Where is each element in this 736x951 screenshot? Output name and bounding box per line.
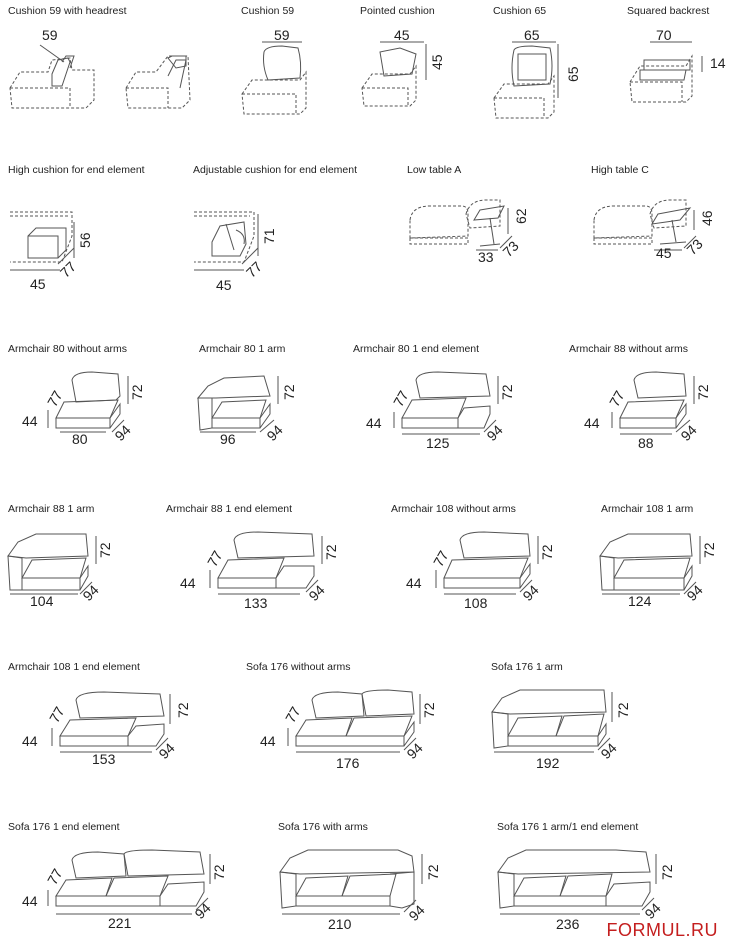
item-title: High table C [591, 164, 649, 176]
item-title: Armchair 108 1 arm [601, 503, 694, 515]
cushion-59-drawing [242, 42, 306, 114]
dimension-label: 94 [305, 581, 328, 605]
high-table-c-drawing [594, 200, 696, 250]
dimension-label: 94 [155, 739, 178, 763]
dimension-label: 44 [22, 413, 38, 429]
pointed-cushion-drawing [362, 42, 426, 106]
cushion-65-drawing [494, 42, 558, 118]
adjustable-cushion-drawing [194, 212, 258, 270]
dimension-label: 88 [638, 435, 654, 451]
dimension-label: 72 [323, 544, 339, 560]
dimension-label: 96 [220, 431, 236, 447]
dimension-label: 72 [539, 544, 555, 560]
dimension-label: 153 [92, 751, 116, 767]
dimension-label: 94 [405, 901, 428, 925]
item-title: Armchair 80 1 arm [199, 343, 286, 355]
dimension-label: 71 [261, 228, 277, 244]
dimension-label: 72 [695, 384, 711, 400]
armchair-108-1-end-element-drawing [52, 692, 170, 752]
dimension-label: 236 [556, 916, 580, 932]
item-title: High cushion for end element [8, 164, 145, 176]
dimension-label: 94 [597, 739, 620, 763]
dimension-label: 72 [175, 702, 191, 718]
armchair-88-without-arms-drawing [612, 372, 694, 434]
dimension-label: 94 [111, 421, 134, 445]
item-title: Low table A [407, 164, 462, 176]
item-title: Sofa 176 with arms [278, 821, 368, 833]
dimension-label: 72 [211, 864, 227, 880]
dimension-label: 72 [615, 702, 631, 718]
dimension-label: 72 [281, 384, 297, 400]
dimension-label: 94 [677, 421, 700, 445]
dimension-label: 176 [336, 755, 360, 771]
armchair-88-1-arm-drawing [8, 534, 96, 594]
dimension-label: 33 [478, 249, 494, 265]
dimension-label: 77 [56, 258, 80, 281]
item-title: Armchair 80 without arms [8, 343, 128, 355]
dimension-label: 125 [426, 435, 450, 451]
dimension-label: 72 [421, 702, 437, 718]
dimension-label: 72 [659, 864, 675, 880]
dimension-label: 45 [656, 245, 672, 261]
dimension-label: 44 [22, 893, 38, 909]
dimension-label: 94 [683, 581, 706, 605]
dimension-label: 73 [683, 235, 706, 259]
dimension-label: 124 [628, 593, 652, 609]
item-title: Squared backrest [627, 5, 710, 17]
dimension-label: 108 [464, 595, 488, 611]
dimension-label: 45 [30, 276, 46, 292]
dimension-label: 77 [281, 703, 304, 726]
item-title: Armchair 80 1 end element [353, 343, 480, 355]
dimension-label: 77 [45, 703, 68, 726]
dimension-label: 44 [22, 733, 38, 749]
dimension-label: 70 [656, 27, 672, 43]
armchair-108-1-arm-drawing [600, 534, 700, 594]
squared-backrest-drawing [630, 42, 702, 102]
dimension-label: 94 [79, 581, 102, 605]
dimension-label: 72 [97, 542, 113, 558]
armchair-88-1-end-element-drawing [210, 532, 322, 594]
dimension-label: 59 [42, 27, 58, 43]
item-title: Armchair 88 1 arm [8, 503, 95, 515]
dimension-label: 45 [429, 54, 445, 70]
dimension-label: 94 [641, 899, 664, 923]
dimension-label: 59 [274, 27, 290, 43]
armchair-108-without-arms-drawing [436, 532, 538, 594]
dimension-label: 77 [43, 387, 66, 410]
dimension-label: 77 [605, 387, 628, 410]
item-title: Pointed cushion [360, 5, 435, 17]
dimension-label: 104 [30, 593, 54, 609]
dimension-label: 62 [513, 208, 529, 224]
dimension-label: 46 [699, 210, 715, 226]
dimension-label: 73 [499, 237, 522, 261]
dimension-label: 133 [244, 595, 268, 611]
dimension-label: 44 [406, 575, 422, 591]
watermark: FORMUL.RU [606, 920, 718, 940]
dimension-label: 65 [524, 27, 540, 43]
item-title: Sofa 176 1 arm/1 end element [497, 821, 639, 833]
dimension-label: 77 [203, 547, 226, 570]
dimension-label: 94 [191, 899, 214, 923]
sofa-176-1-arm-drawing [492, 690, 612, 752]
item-title: Cushion 59 with headrest [8, 5, 127, 17]
dimension-label: 77 [429, 547, 452, 570]
dimension-label: 221 [108, 915, 132, 931]
dimension-label: 94 [483, 421, 506, 445]
dimension-label: 14 [710, 55, 726, 71]
dimension-label: 77 [389, 387, 412, 410]
sofa-176-with-arms-drawing [280, 850, 422, 914]
armchair-80-1-arm-drawing [198, 376, 278, 432]
low-table-a-drawing [410, 200, 512, 250]
dimension-label: 72 [499, 384, 515, 400]
dimension-label: 77 [43, 865, 66, 888]
item-title: Armchair 88 without arms [569, 343, 689, 355]
dimension-label: 45 [394, 27, 410, 43]
item-title: Armchair 108 1 end element [8, 661, 140, 673]
dimension-label: 210 [328, 916, 352, 932]
dimension-label: 44 [366, 415, 382, 431]
dimension-label: 94 [403, 739, 426, 763]
dimension-label: 94 [263, 421, 286, 445]
dimension-label: 80 [72, 431, 88, 447]
cushion-59-headrest-drawing [10, 45, 190, 108]
item-title: Sofa 176 1 arm [491, 661, 563, 673]
item-title: Cushion 65 [493, 5, 547, 17]
dimension-label: 56 [77, 232, 93, 248]
dimension-label: 192 [536, 755, 560, 771]
sofa-176-without-arms-drawing [288, 690, 420, 752]
dimension-label: 72 [129, 384, 145, 400]
dimension-label: 44 [584, 415, 600, 431]
dimension-label: 94 [519, 581, 542, 605]
dimension-label: 45 [216, 277, 232, 293]
item-title: Adjustable cushion for end element [193, 164, 358, 176]
sofa-176-1-end-element-drawing [48, 850, 210, 914]
dimension-label: 77 [242, 258, 266, 281]
dimension-label: 72 [425, 864, 441, 880]
dimension-label: 44 [260, 733, 276, 749]
item-title: Sofa 176 1 end element [8, 821, 120, 833]
item-title: Sofa 176 without arms [246, 661, 351, 673]
sofa-176-1-arm-1-end-element-drawing [498, 850, 656, 914]
dimension-label: 72 [701, 542, 717, 558]
item-title: Cushion 59 [241, 5, 295, 17]
item-title: Armchair 108 without arms [391, 503, 516, 515]
dimension-label: 65 [565, 66, 581, 82]
armchair-80-1-end-element-drawing [394, 372, 498, 434]
dimension-label: 44 [180, 575, 196, 591]
item-title: Armchair 88 1 end element [166, 503, 293, 515]
